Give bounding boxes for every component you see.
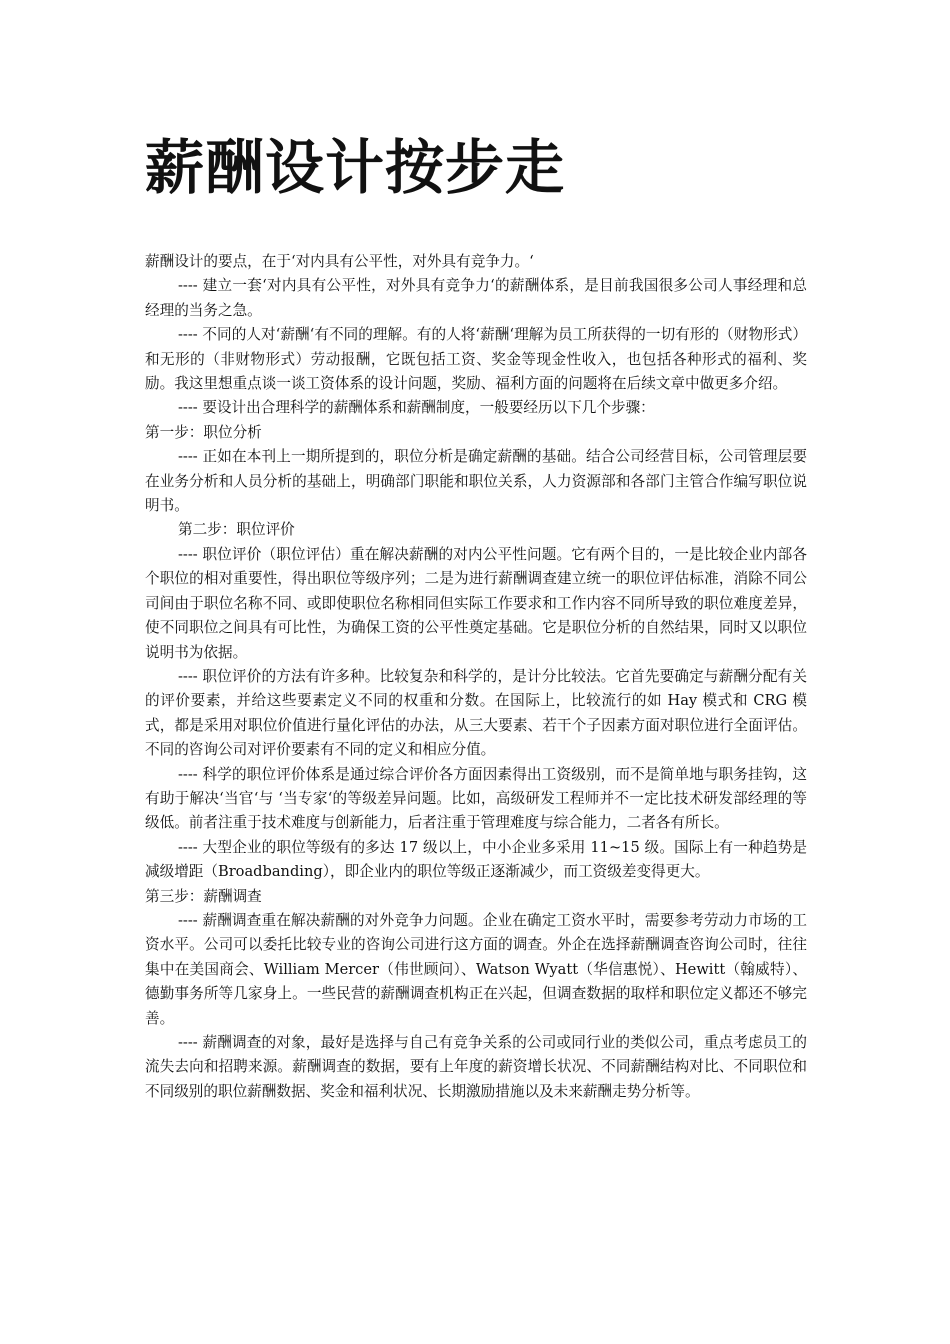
paragraph: ---- 建立一套‘对内具有公平性，对外具有竞争力‘的薪酬体系，是目前我国很多公司人事经理和总经理的当务之急。 [145,277,807,319]
document-body [145,250,807,1104]
paragraph: ---- 薪酬调查重在解决薪酬的对外竞争力问题。企业在确定工资水平时，需要参考劳动力市场的工资水平。公司可以委托比较专业的咨询公司进行这方面的调查。外企在选择薪酬调查咨询公司时，往往集中在美国商会、William Mercer（伟世顾问）、Watson Wyatt（华信惠悦）、Hewitt（翰威特）、德勤事务所等几家身上。一些民营的薪酬调查机构正在兴起，但调查数据的取样和职位定义都还不够完善。 [145,911,807,1027]
paragraph: ---- 职位评价的方法有许多种。比较复杂和科学的，是计分比较法。它首先要确定与薪酬分配有关的评价要素，并给这些要素定义不同的权重和分数。在国际上，比较流行的如 Hay 模式和 CRG 模式，都是采用对职位价值进行量化评估的办法，从三大要素、若干个子因素方面对职位进行全面评估。不同的咨询公司对评价要素有不同的定义和相应分值。 [145,667,807,759]
paragraph: 第一步：职位分析 [145,423,262,441]
paragraph: 第三步：薪酬调查 [145,887,262,905]
paragraph: ---- 要设计出合理科学的薪酬体系和薪酬制度，一般要经历以下几个步骤： [178,399,655,417]
paragraph: ---- 不同的人对‘薪酬‘有不同的理解。有的人将‘薪酬‘理解为员工所获得的一切有形的（财物形式）和无形的（非财物形式）劳动报酬，它既包括工资、奖金等现金性收入，也包括各种形式的福利、奖励。我这里想重点谈一谈工资体系的设计问题，奖励、福利方面的问题将在后续文章中做更多介绍。 [145,326,807,393]
paragraph: ---- 薪酬调查的对象，最好是选择与自己有竞争关系的公司或同行业的类似公司，重点考虑员工的流失去向和招聘来源。薪酬调查的数据，要有上年度的薪资增长状况、不同薪酬结构对比、不同职位和不同级别的职位薪酬数据、奖金和福利状况、长期激励措施以及未来薪酬走势分析等。 [145,1034,807,1100]
paragraph: ---- 科学的职位评价体系是通过综合评价各方面因素得出工资级别，而不是简单地与职务挂钩，这有助于解决‘当官‘与 ‘当专家‘的等级差异问题。比如，高级研发工程师并不一定比技术研发部经理的等级低。前者注重于技术难度与创新能力，后者注重于管理难度与综合能力，二者各有所长。 [145,765,807,832]
document-title: 薪酬设计按步走 [145,133,566,202]
paragraph: 第二步：职位评价 [178,521,295,539]
paragraph: ---- 职位评价（职位评估）重在解决薪酬的对内公平性问题。它有两个目的，一是比较企业内部各个职位的相对重要性，得出职位等级序列；二是为进行薪酬调查建立统一的职位评估标准，消除不同公司间由于职位名称不同、或即使职位名称相同但实际工作要求和工作内容不同所导致的职位难度差异，使不同职位之间具有可比性，为确保工资的公平性奠定基础。它是职位分析的自然结果，同时又以职位说明书为依据。 [145,545,807,661]
paragraph: ---- 正如在本刊上一期所提到的，职位分析是确定薪酬的基础。结合公司经营目标，公司管理层要在业务分析和人员分析的基础上，明确部门职能和职位关系，人力资源部和各部门主管合作编写职位说明书。 [145,448,807,515]
paragraph: 薪酬设计的要点，在于‘对内具有公平性，对外具有竞争力。‘ [145,253,534,270]
paragraph: ---- 大型企业的职位等级有的多达 17 级以上，中小企业多采用 11~15 级。国际上有一种趋势是减级增距（Broadbanding），即企业内的职位等级正逐渐减少，而工资级差变得更大。 [145,838,807,881]
